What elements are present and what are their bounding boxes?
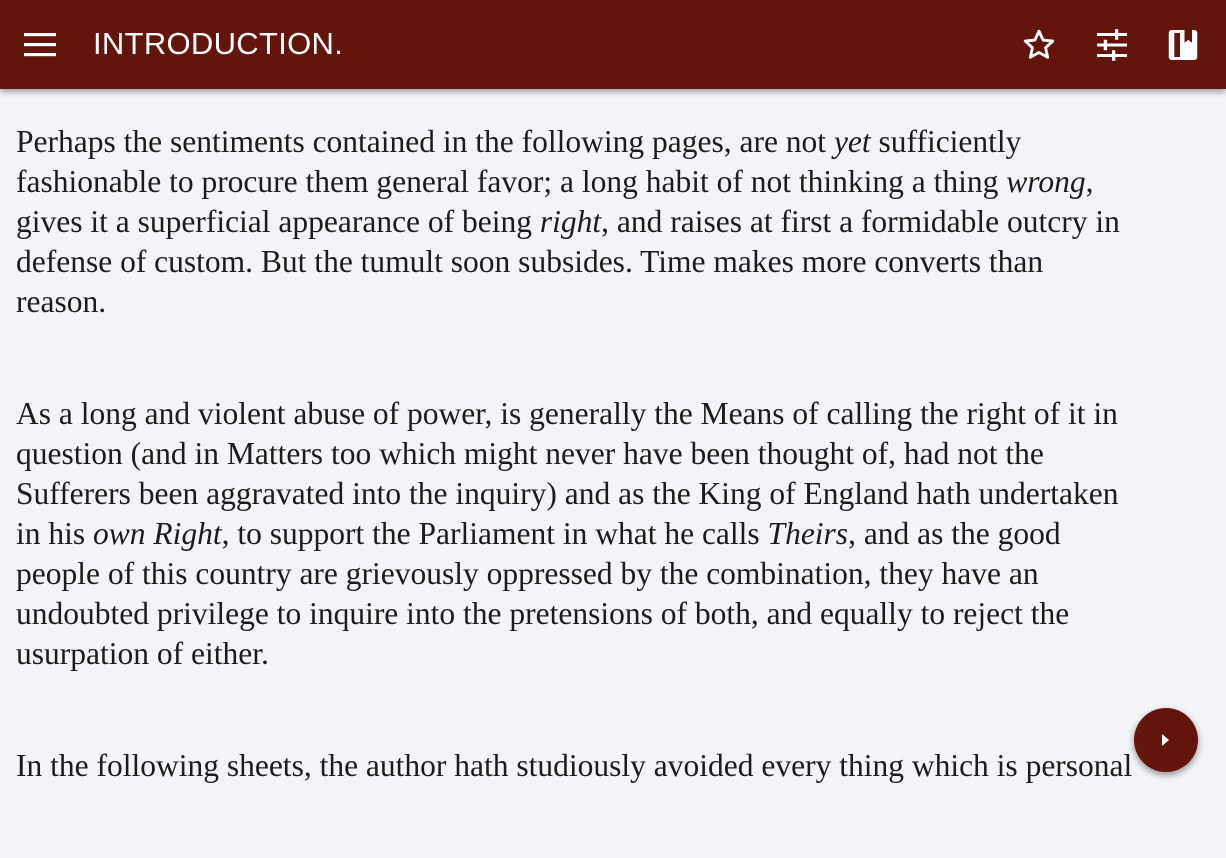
menu-button[interactable] [14,19,66,71]
text-segment: , [1085,164,1094,199]
text-line [16,282,1206,322]
text-segment: usurpation of either. [16,636,269,671]
menu-icon [23,32,57,58]
text-segment: defense of custom. But the tumult soon subsides. Time makes more converts than [16,244,1044,279]
text-line [16,746,1206,786]
text-segment: As a long and violent abuse of power, is generally the Means of calling the right of it in [16,396,1118,431]
text-segment: , and as the good [848,516,1061,551]
display-settings-button[interactable] [1086,19,1138,71]
text-segment: , to support the Parliament in what he calls [221,516,768,551]
text-line [16,594,1206,634]
text-segment: Perhaps the sentiments contained in the following pages, are not [16,124,834,159]
paragraph [16,746,1206,786]
text-line [16,554,1206,594]
page-title: INTRODUCTION. [93,26,344,61]
paragraph [16,394,1206,674]
italic-text: own Right [93,516,222,551]
play-arrow-icon [1154,728,1178,752]
text-line [16,202,1206,242]
text-line [16,162,1206,202]
italic-text: Theirs [767,516,849,551]
text-line [16,474,1206,514]
text-segment: fashionable to procure them general favor; a long habit of not thinking a thing [16,164,1007,199]
text-segment: sufficiently [870,124,1022,159]
app-bar [0,0,1226,89]
star-outline-icon [1021,27,1057,63]
italic-text: right [539,204,602,239]
reading-content [16,122,1206,858]
text-segment: people of this country are grievously oppressed by the combination, they have an [16,556,1039,591]
text-segment: question (and in Matters too which might never have been thought of, had not the [16,436,1044,471]
text-line [16,242,1206,282]
bookmark-button[interactable] [1013,19,1065,71]
text-segment: Sufferers been aggravated into the inquiry) and as the King of England hath undertaken [16,476,1119,511]
italic-text: wrong [1006,164,1086,199]
text-segment: In the following sheets, the author hath studiously avoided every thing which is personal [16,748,1133,783]
text-line [16,514,1206,554]
text-line [16,394,1206,434]
text-line [16,634,1206,674]
table-of-contents-button[interactable] [1157,19,1209,71]
paragraph [16,122,1206,322]
text-segment: gives it a superficial appearance of being [16,204,540,239]
text-segment: reason. [16,284,107,319]
italic-text: yet [833,124,871,159]
text-segment: , and raises at first a formidable outcry in [601,204,1120,239]
text-segment: undoubted privilege to inquire into the pretensions of both, and equally to reject the [16,596,1070,631]
text-line [16,122,1206,162]
text-segment: in his [16,516,94,551]
next-page-button[interactable] [1134,708,1198,772]
tune-sliders-icon [1094,27,1130,63]
book-icon [1165,27,1201,63]
text-line [16,434,1206,474]
